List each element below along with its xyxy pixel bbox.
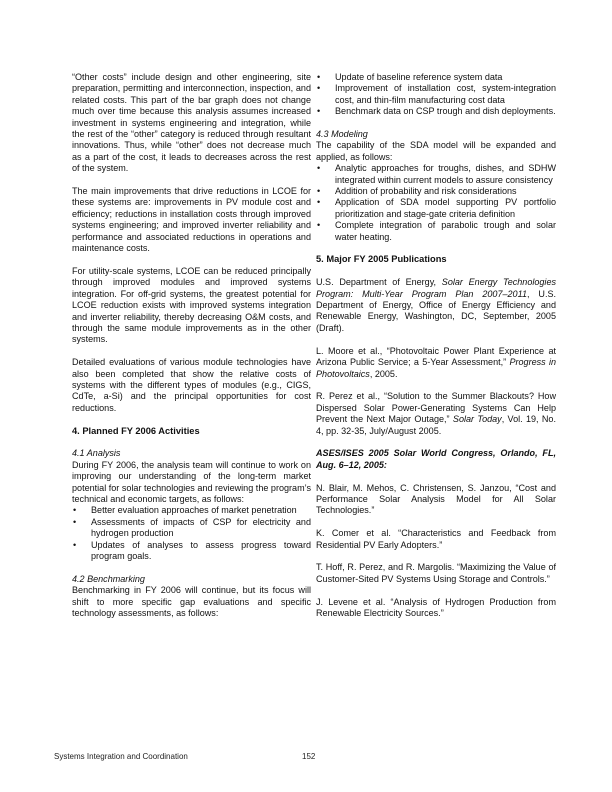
publication-4: N. Blair, M. Mehos, C. Christensen, S. Janzou, “Cost and Performance Solar Analysis Model for All Solar Technologies.” <box>316 482 556 516</box>
congress-heading: ASES/ISES 2005 Solar World Congress, Orlando, FL, Aug. 6–12, 2005: <box>316 448 556 470</box>
list-item: • Application of SDA model supporting PV portfolio prioritization and stage-gate criteria definition <box>316 197 556 220</box>
left-column <box>72 72 311 619</box>
publication-2-authors: L. Moore et al., “Photovoltaic Power Plant Experience at Arizona Public Service; a 5-Year Assessment,” <box>316 345 556 368</box>
publication-3-details: , Vol. 19, No. 4, pp. 32-35, July/August 2005. <box>316 414 556 436</box>
list-item: • Assessments of impacts of CSP for electricity and hydrogen production <box>72 517 311 540</box>
section-5-heading: 5. Major FY 2005 Publications <box>316 254 447 265</box>
section-4-1-text: During FY 2006, the analysis team will continue to work on improving our understanding of the long-term market potential for solar technologies and reviewing the program’s technical and economic targets, as follows: <box>72 459 311 504</box>
publication-1-details: , U.S. Department of Energy, Office of Energy Efficiency and Renewable Energy, Washington, DC, September, 2005 (Draft). <box>316 288 557 333</box>
publication-2-journal: Progress in Photovoltaics <box>316 357 556 379</box>
section-4-3-text: The capability of the SDA model will be expanded and applied, as follows: <box>316 140 556 162</box>
publication-3-journal: Solar Today <box>452 414 502 425</box>
publication-3 <box>316 391 556 437</box>
publication-7: J. Levene et al. “Analysis of Hydrogen Production from Renewable Electricity Sources.” <box>316 596 556 618</box>
footer-title: Systems Integration and Coordination <box>54 752 188 761</box>
page-number: 152 <box>302 752 316 761</box>
publication-1-title: Solar Energy Technologies Program: Multi-Year Program Plan 2007–2011 <box>316 277 557 299</box>
publication-6: T. Hoff, R. Perez, and R. Margolis. “Maximizing the Value of Customer-Sited PV Systems Using Storage and Controls.” <box>316 562 556 584</box>
list-item: • Complete integration of parabolic trough and solar water heating. <box>316 220 556 243</box>
section-4-2-heading: 4.2 Benchmarking <box>72 573 145 584</box>
list-item: • Updates of analyses to assess progress toward program goals. <box>72 540 311 563</box>
list-item: • Improvement of installation cost, system-integration cost, and thin-film manufacturing cost data <box>316 83 556 106</box>
section-4-2-list <box>316 72 556 118</box>
publication-1-authors: U.S. Department of Energy, <box>316 277 442 288</box>
paragraph-other-costs: “Other costs” include design and other engineering, site preparation, permitting and interconnection, inspection, and related costs. This part of the bar graph does not change much over time because this analysis assumes increased investment in systems engineering and integration, while the rest of the “other” category is reduced through resultant innovations. Thus, while “other” does not decrease much as a part of the cost, it leads to decreases across the rest of the system. <box>72 72 311 174</box>
section-4-3-heading: 4.3 Modeling <box>316 129 368 140</box>
section-4-heading: 4. Planned FY 2006 Activities <box>72 425 200 436</box>
publication-5: K. Comer et al. “Characteristics and Feedback from Residential PV Early Adopters.” <box>316 528 556 550</box>
section-4-2-text: Benchmarking in FY 2006 will continue, but its focus will shift to more specific gap evaluations and specific technology assessments, as follows: <box>72 585 311 618</box>
paragraph-detailed-evaluations: Detailed evaluations of various module technologies have also been completed that show the relative costs of systems with the different types of modules (e.g., CIGS, CdTe, a-Si) and the principal opportunities for cost reductions. <box>72 357 311 413</box>
publication-3-authors: R. Perez et al., “Solution to the Summer Blackouts? How Dispersed Solar Power-Generating Systems Can Help Prevent the Next Major Outage,” <box>316 391 556 425</box>
section-4-1-list <box>72 505 311 562</box>
publication-1 <box>316 277 556 334</box>
publication-2-details: , 2005. <box>369 368 398 379</box>
paragraph-main-improvements: The main improvements that drive reductions in LCOE for these systems are: improvements in PV module cost and efficiency; reductions in installation costs through improved systems engineering; and improved inverter reliability and performance and associated reductions in operations and maintenance costs. <box>72 186 311 254</box>
list-item: • Benchmark data on CSP trough and dish deployments. <box>316 106 556 117</box>
list-item: • Better evaluation approaches of market penetration <box>72 505 311 516</box>
list-item: • Analytic approaches for troughs, dishes, and SDHW integrated within current models to assure consistency <box>316 163 556 186</box>
list-item: • Addition of probability and risk considerations <box>316 186 556 197</box>
section-4-1-heading: 4.1 Analysis <box>72 448 121 459</box>
paragraph-utility-scale: For utility-scale systems, LCOE can be reduced principally through improved modules and improved systems integration. For off-grid systems, the greatest potential for LCOE reduction exists with improved systems integration and inverter reliability, thereby decreasing O&M costs, and through the same module improvements as in the other systems. <box>72 265 311 345</box>
publication-2 <box>316 346 556 380</box>
section-4-3-list <box>316 163 556 243</box>
right-column <box>316 72 556 631</box>
list-item: • Update of baseline reference system data <box>316 72 556 83</box>
